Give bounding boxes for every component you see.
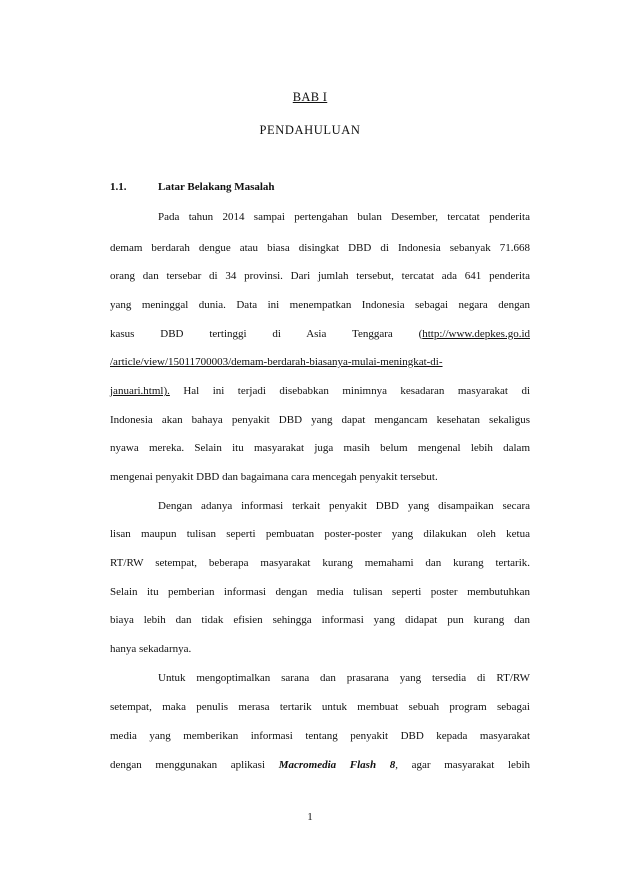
paragraph-line: biaya lebih dan tidak efisien sehingga informasi yang didapat pun kurang dan	[110, 614, 530, 626]
paragraph-line: lisan maupun tulisan seperti pembuatan poster-poster yang dilakukan oleh ketua	[110, 528, 530, 540]
paragraph-line	[110, 327, 530, 341]
paragraph-line: setempat, maka penulis merasa tertarik untuk membuat sebuah program sebagai	[110, 701, 530, 713]
paragraph-line: demam berdarah dengue atau biasa disingkat DBD di Indonesia sebanyak 71.668	[110, 242, 530, 254]
software-name: Macromedia Flash 8	[278, 759, 396, 771]
paragraph-line: hanya sekadarnya.	[110, 643, 192, 655]
text-span: , agar masyarakat lebih	[395, 759, 530, 771]
text-span: kasus DBD tertinggi di Asia Tenggara (	[110, 328, 423, 340]
paragraph-line: orang dan tersebar di 34 provinsi. Dari jumlah tersebut, tercatat ada 641 penderita	[110, 270, 530, 282]
section-number: 1.1.	[110, 181, 127, 193]
reference-link[interactable]: /article/view/15011700003/demam-berdarah-biasanya-mulai-meningkat-di-	[110, 356, 443, 368]
paragraph-line: media yang memberikan informasi tentang penyakit DBD kepada masyarakat	[110, 730, 530, 742]
page-number: 1	[307, 811, 313, 823]
chapter-number: BAB I	[292, 90, 328, 104]
section-title: Latar Belakang Masalah	[158, 181, 275, 193]
paragraph-line	[110, 758, 530, 772]
paragraph-line	[110, 384, 530, 398]
paragraph-line: Selain itu pemberian informasi dengan media tulisan seperti poster membutuhkan	[110, 586, 530, 598]
paragraph-line: Indonesia akan bahaya penyakit DBD yang dapat mengancam kesehatan sekaligus	[110, 414, 530, 426]
paragraph-line: yang meninggal dunia. Data ini menempatkan Indonesia sebagai negara dengan	[110, 299, 530, 311]
paragraph-line: nyawa mereka. Selain itu masyarakat juga masih belum mengenal lebih dalam	[110, 442, 530, 454]
paragraph-line: Untuk mengoptimalkan sarana dan prasarana yang tersedia di RT/RW	[158, 672, 530, 684]
section-heading	[110, 181, 275, 193]
paragraph-line: mengenai penyakit DBD dan bagaimana cara mencegah penyakit tersebut.	[110, 471, 438, 483]
reference-link[interactable]: januari.html).	[110, 385, 170, 397]
paragraph-line: Dengan adanya informasi terkait penyakit DBD yang disampaikan secara	[158, 500, 530, 512]
text-span: dengan menggunakan aplikasi	[110, 759, 279, 771]
chapter-title: PENDAHULUAN	[259, 123, 361, 137]
paragraph-line: Pada tahun 2014 sampai pertengahan bulan Desember, tercatat penderita	[158, 211, 530, 223]
text-span: Hal ini terjadi disebabkan minimnya kesadaran masyarakat di	[169, 385, 530, 397]
paragraph-line	[110, 355, 530, 369]
reference-link[interactable]: http://www.depkes.go.id	[422, 328, 530, 340]
paragraph-line: RT/RW setempat, beberapa masyarakat kurang memahami dan kurang tertarik.	[110, 557, 530, 569]
